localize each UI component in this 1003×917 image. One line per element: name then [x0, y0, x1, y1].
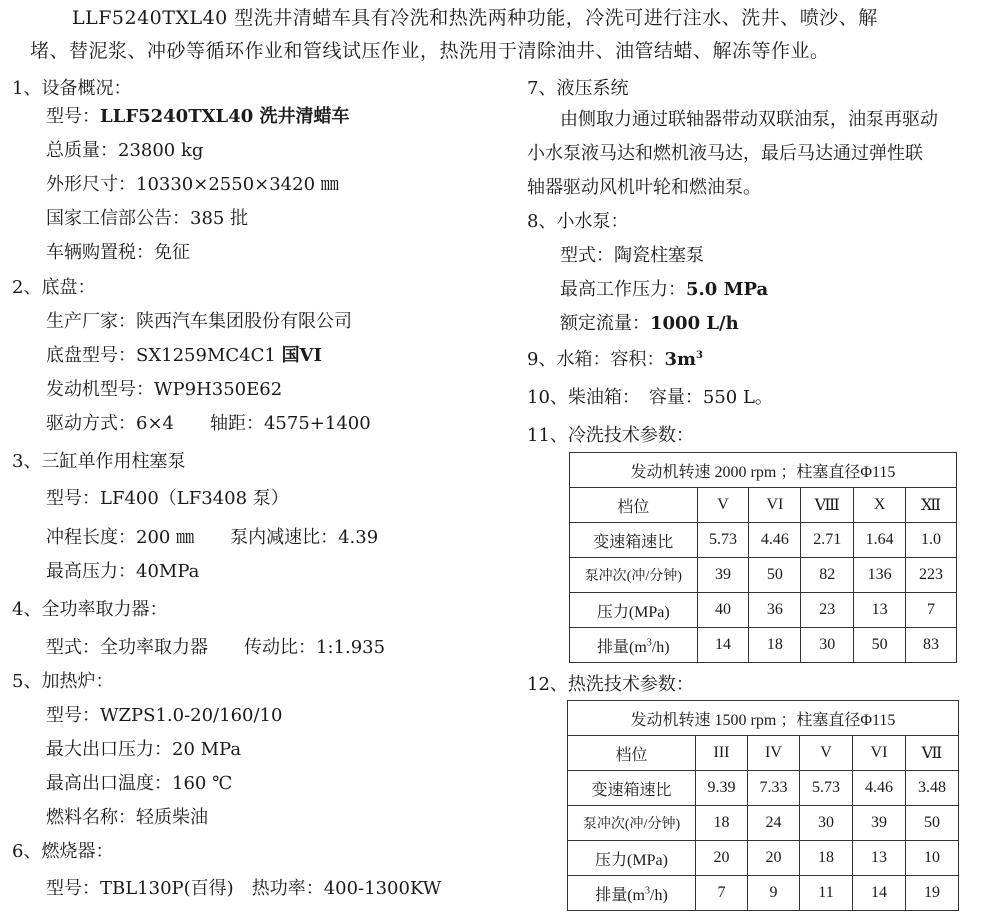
cell: 40	[697, 593, 749, 628]
purchase-tax: 车辆购置税：免征	[46, 242, 190, 263]
cell: 7	[696, 876, 748, 911]
cell: 7	[906, 593, 957, 628]
small-pump-flow	[560, 312, 739, 336]
section-7-title: 7、液压系统	[527, 78, 629, 99]
cell: 30	[800, 806, 853, 841]
cell: 136	[854, 558, 906, 593]
heater-fuel: 燃料名称：轻质柴油	[46, 807, 208, 828]
section-11-title: 11、冷洗技术参数：	[527, 425, 694, 446]
cell: Ⅷ	[801, 488, 854, 523]
vehicle-model-value: LLF5240TXL40 洗井清蜡车	[100, 106, 350, 127]
cell: V	[800, 736, 853, 771]
cell: 23	[801, 593, 854, 628]
cell: Ⅻ	[906, 488, 957, 523]
cell: 14	[853, 876, 906, 911]
cell: V	[697, 488, 749, 523]
cell: 30	[801, 628, 854, 663]
hot-table-header: 发动机转速 1500 rpm ；柱塞直径Φ115	[568, 701, 959, 736]
table-row	[570, 628, 957, 663]
cell: 9	[748, 876, 800, 911]
label-sup: 3	[646, 637, 652, 649]
cell: 18	[696, 806, 748, 841]
cell: 2.71	[801, 523, 854, 558]
section-3-title: 3、三缸单作用柱塞泵	[12, 451, 186, 472]
label-sup: 3	[645, 885, 650, 897]
label-part: 排量(m	[595, 886, 645, 904]
row-label	[568, 876, 696, 911]
cold-wash-table	[569, 452, 957, 663]
row-label: 泵冲次(冲/分钟)	[570, 558, 698, 593]
section-5-title: 5、加热炉：	[12, 671, 114, 692]
cell: 20	[696, 841, 748, 876]
cell: 5.73	[800, 771, 853, 806]
table-row	[568, 771, 959, 806]
cell: 223	[906, 558, 957, 593]
section-12-title: 12、热洗技术参数：	[527, 674, 694, 695]
intro-line-2: 堵、替泥浆、冲砂等循环作业和管线试压作业，热洗用于清除油井、油管结蜡、解冻等作业。	[30, 40, 830, 62]
cell: 4.46	[749, 523, 801, 558]
cell: 13	[853, 841, 906, 876]
cell: 36	[749, 593, 801, 628]
cell: 1.0	[906, 523, 957, 558]
water-tank	[527, 348, 703, 372]
drive-wheelbase: 驱动方式：6×4 轴距：4575+1400	[46, 413, 371, 434]
cell: 83	[906, 628, 957, 663]
pump-stroke: 冲程长度：200 ㎜ 泵内减速比：4.39	[46, 527, 379, 548]
chassis-model	[46, 344, 322, 368]
table-row	[570, 488, 957, 523]
section-1-title: 1、设备概况：	[12, 78, 132, 99]
cell: 19	[906, 876, 959, 911]
cell: 50	[906, 806, 959, 841]
small-pump-pressure	[560, 278, 768, 302]
cell: X	[854, 488, 906, 523]
chassis-model-label: 底盘型号：SX1259MC4C1	[46, 345, 282, 366]
ministry-notice: 国家工信部公告：385 批	[46, 208, 249, 229]
table-row	[568, 736, 959, 771]
table-row	[568, 806, 959, 841]
cell: 18	[749, 628, 801, 663]
cell: 82	[801, 558, 854, 593]
row-label: 变速箱速比	[568, 771, 696, 806]
pump-pressure: 最高压力：40MPa	[46, 561, 200, 582]
label-part: /h)	[651, 638, 670, 656]
cell: 4.46	[853, 771, 906, 806]
small-pump-type: 型式：陶瓷柱塞泵	[560, 245, 704, 266]
vehicle-model	[46, 105, 350, 129]
cell: 7.33	[748, 771, 800, 806]
section-6-title: 6、燃烧器：	[12, 841, 114, 862]
section-2-title: 2、底盘：	[12, 277, 96, 298]
cell: 10	[906, 841, 959, 876]
water-tank-sup: 3	[696, 350, 703, 361]
cell: 9.39	[696, 771, 748, 806]
table-row	[568, 876, 959, 911]
heater-max-temp: 最高出口温度：160 ℃	[46, 773, 233, 794]
total-mass: 总质量：23800 kg	[46, 140, 204, 161]
vehicle-model-label: 型号：	[46, 106, 100, 127]
label-part: 排量(m	[597, 638, 647, 656]
cell: IV	[748, 736, 800, 771]
row-label: 变速箱速比	[570, 523, 698, 558]
cell: Ⅶ	[906, 736, 959, 771]
emission-standard: 国VI	[281, 345, 322, 366]
pump-model: 型号：LF400（LF3408 泵）	[46, 488, 289, 509]
cell: 14	[697, 628, 749, 663]
cell: 39	[853, 806, 906, 841]
section-4-title: 4、全功率取力器：	[12, 599, 168, 620]
small-pump-pressure-value: 5.0 MPa	[686, 279, 769, 300]
label-part: /h)	[650, 886, 668, 904]
water-tank-value: 3m	[664, 349, 697, 370]
small-pump-pressure-label: 最高工作压力：	[560, 279, 686, 300]
row-label	[570, 628, 698, 663]
table-row	[570, 523, 957, 558]
row-label: 压力(MPa)	[570, 593, 698, 628]
cell: 50	[854, 628, 906, 663]
cell: 20	[748, 841, 800, 876]
cold-table-header: 发动机转速 2000 rpm ；柱塞直径Φ115	[570, 453, 957, 488]
cell: 50	[749, 558, 801, 593]
section-8-title: 8、小水泵：	[527, 211, 629, 232]
hydraulic-desc-3: 轴器驱动风机叶轮和燃油泵。	[527, 177, 761, 198]
row-label: 档位	[568, 736, 696, 771]
cell: VI	[749, 488, 801, 523]
hydraulic-desc-2: 小水泵液马达和燃机液马达，最后马达通过弹性联	[527, 143, 923, 164]
cell: III	[696, 736, 748, 771]
pto-type: 型式：全功率取力器 传动比：1:1.935	[46, 637, 386, 658]
diesel-tank: 10、柴油箱： 容量：550 L。	[527, 387, 773, 408]
intro-line-1: LLF5240TXL40 型洗井清蜡车具有冷洗和热洗两种功能，冷洗可进行注水、洗井、喷沙、解	[72, 7, 878, 29]
engine-model: 发动机型号：WP9H350E62	[46, 379, 283, 400]
hydraulic-desc-1: 由侧取力通过联轴器带动双联油泵，油泵再驱动	[560, 109, 938, 130]
cell: 13	[854, 593, 906, 628]
row-label: 档位	[570, 488, 698, 523]
table-row	[570, 593, 957, 628]
heater-model: 型号：WZPS1.0-20/160/10	[46, 705, 283, 726]
row-label: 压力(MPa)	[568, 841, 696, 876]
dimensions: 外形尺寸：10330×2550×3420 ㎜	[46, 174, 339, 195]
row-label: 泵冲次(冲/分钟)	[568, 806, 696, 841]
hot-wash-table	[567, 700, 959, 911]
cell: 3.48	[906, 771, 959, 806]
chassis-maker: 生产厂家：陕西汽车集团股份有限公司	[46, 311, 352, 332]
heater-max-pressure: 最大出口压力：20 MPa	[46, 739, 242, 760]
cell: 39	[697, 558, 749, 593]
cell: 11	[800, 876, 853, 911]
cell: 18	[800, 841, 853, 876]
table-row	[568, 841, 959, 876]
cell: 5.73	[697, 523, 749, 558]
water-tank-label: 9、水箱：容积：	[527, 349, 665, 370]
table-row	[570, 558, 957, 593]
small-pump-flow-label: 额定流量：	[560, 313, 650, 334]
cell: 24	[748, 806, 800, 841]
cell: 1.64	[854, 523, 906, 558]
cell: VI	[853, 736, 906, 771]
burner-model: 型号：TBL130P(百得) 热功率：400-1300KW	[46, 878, 442, 899]
small-pump-flow-value: 1000 L/h	[650, 313, 739, 334]
